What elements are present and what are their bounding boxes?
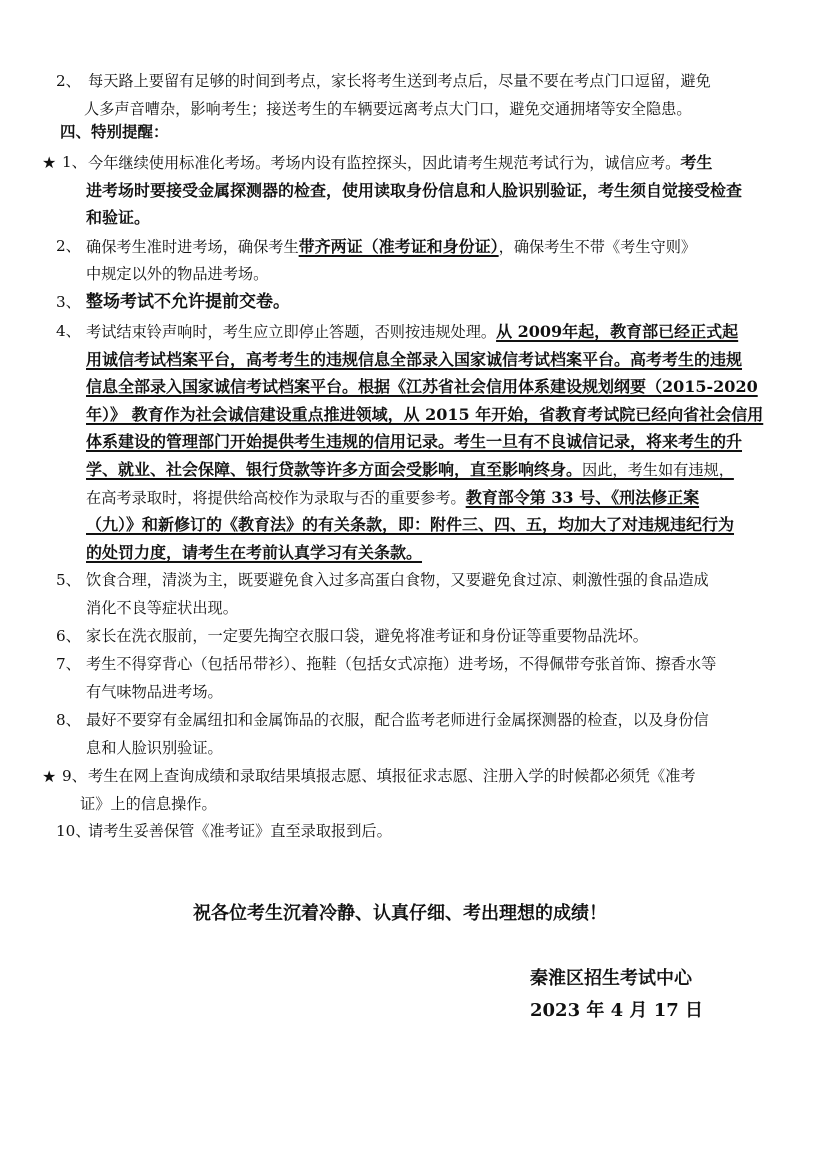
emphasized-text: 带齐两证（准考证和身份证） <box>298 237 499 256</box>
text-line <box>86 735 223 762</box>
text-segment: 考生在网上查询成绩和录取结果填报志愿、填报征求志愿、注册入学的时候都必须凭《准考 <box>88 767 696 785</box>
closing-wish: 祝各位考生沉着冷静、认真仔细、考出理想的成绩！ <box>193 903 607 924</box>
item-number: 6、 <box>56 627 81 645</box>
emphasized-text: 因此，考生如有违规， <box>582 461 734 479</box>
emphasized-text: 学、就业、社会保障、银行贷款等许多方面会受影响，直至影响终身。 <box>86 460 583 479</box>
star-icon: ★ <box>42 153 57 172</box>
item-number: 10、 <box>56 822 91 840</box>
item-number: 7、 <box>56 655 81 673</box>
text-line <box>86 318 738 346</box>
text-segment: 确保考生准时进考场，确保考生 <box>86 238 299 256</box>
item-number: 2、 <box>56 237 81 255</box>
text-segment: 请考生妥善保管《准考证》直至录取报到后。 <box>88 822 392 840</box>
issue-date: 2023 年 4 月 17 日 <box>530 1000 704 1021</box>
text-segment: 家长在洗衣服前，一定要先掏空衣服口袋，避免将准考证和身份证等重要物品洗坏。 <box>86 627 648 645</box>
text-line <box>86 401 763 429</box>
text-line <box>86 428 742 456</box>
text-line <box>86 484 699 512</box>
text-segment: 进考场时要接受金属探测器的检查，使用读取身份信息和人脸识别验证，考生须自觉接受检查 <box>86 180 743 200</box>
text-line <box>88 763 696 790</box>
text-line <box>86 707 709 734</box>
item-number: 8、 <box>56 711 81 729</box>
text-segment: 今年继续使用标准化考场。考场内设有监控探头，因此请考生规范考试行为，诚信应考。 <box>88 154 681 172</box>
text-segment: 消化不良等症状出现。 <box>86 598 238 617</box>
text-line <box>86 233 696 261</box>
emphasized-text: 教育部令第 33 号、《刑法修正案 <box>465 487 700 507</box>
text-line <box>86 651 716 678</box>
text-segment: 和验证。 <box>86 208 151 228</box>
text-segment: 考生不得穿背心（包括吊带衫）、拖鞋（包括女式凉拖）进考场，不得佩带夸张首饰、擦香水等 <box>86 655 717 673</box>
text-line <box>86 346 742 374</box>
text-line <box>80 791 217 818</box>
text-segment: 在高考录取时，将提供给高校作为录取与否的重要参考。 <box>86 488 466 507</box>
text-line <box>86 567 709 594</box>
text-line <box>84 96 692 123</box>
text-line <box>86 177 742 205</box>
text-line <box>88 818 392 845</box>
text-line <box>86 539 422 567</box>
text-segment: 考试结束铃声响时，考生应立即停止答题，否则按违规处理。 <box>86 323 497 341</box>
item-number: 2、 <box>56 72 81 90</box>
star-icon: ★ <box>42 767 57 786</box>
emphasized-text: 体系建设的管理部门开始提供考生违规的信用记录。考生一旦有不良诚信记录，将来考生的升 <box>86 432 743 452</box>
section-heading: 四、特别提醒： <box>60 122 169 141</box>
emphasized-text: 信息全部录入国家诚信考试档案平台。根据《江苏省社会信用体系建设规划纲要（2015-2020 <box>86 377 758 397</box>
text-segment: 考生 <box>680 153 713 172</box>
text-line <box>86 623 648 650</box>
text-line <box>86 595 238 622</box>
text-line <box>86 261 268 288</box>
item-number: 1、 <box>62 153 87 171</box>
text-segment: 整场考试不允许提前交卷。 <box>86 292 290 312</box>
text-segment: 每天路上要留有足够的时间到考点，家长将考生送到考点后，尽量不要在考点门口逗留，避免 <box>88 72 711 90</box>
text-segment: 中规定以外的物品进考场。 <box>86 264 269 283</box>
issuer-name: 秦淮区招生考试中心 <box>530 968 692 989</box>
text-segment: 人多声音嘈杂，影响考生；接送考生的车辆要远离考点大门口，避免交通拥堵等安全隐患。 <box>84 99 692 118</box>
text-line <box>86 289 290 316</box>
text-line <box>86 511 734 539</box>
item-number: 4、 <box>56 322 81 340</box>
item-number: 5、 <box>56 571 81 589</box>
text-segment: 最好不要穿有金属纽扣和金属饰品的衣服，配合监考老师进行金属探测器的检查，以及身份信 <box>86 711 709 729</box>
text-line <box>86 679 223 706</box>
text-line <box>86 373 758 401</box>
text-line <box>86 204 150 232</box>
text-segment: 饮食合理，清淡为主，既要避免食入过多高蛋白食物，又要避免食过凉、刺激性强的食品造成 <box>86 571 709 589</box>
emphasized-text: 的处罚力度，请考生在考前认真学习有关条款。 <box>86 542 423 562</box>
text-line <box>88 68 711 95</box>
text-segment: 证》上的信息操作。 <box>80 794 217 813</box>
text-segment: 息和人脸识别验证。 <box>86 738 223 757</box>
item-number: 3、 <box>56 293 81 311</box>
text-line <box>88 149 712 177</box>
emphasized-text: 从 2009年起，教育部已经正式起 <box>496 322 739 341</box>
emphasized-text: 用诚信考试档案平台，高考考生的违规信息全部录入国家诚信考试档案平台。高考考生的违规 <box>86 349 743 369</box>
text-segment: 有气味物品进考场。 <box>86 682 223 701</box>
emphasized-text: 年）》 教育作为社会诚信建设重点推进领域，从 2015 年开始，省教育考试院已经向省社会信用 <box>86 404 764 424</box>
text-segment: ，确保考生不带《考生守则》 <box>498 238 697 256</box>
text-line <box>86 456 734 484</box>
item-number: 9、 <box>62 767 87 785</box>
emphasized-text: （九）》和新修订的《教育法》的有关条款，即：附件三、四、五，均加大了对违规违纪行为 <box>86 515 735 535</box>
